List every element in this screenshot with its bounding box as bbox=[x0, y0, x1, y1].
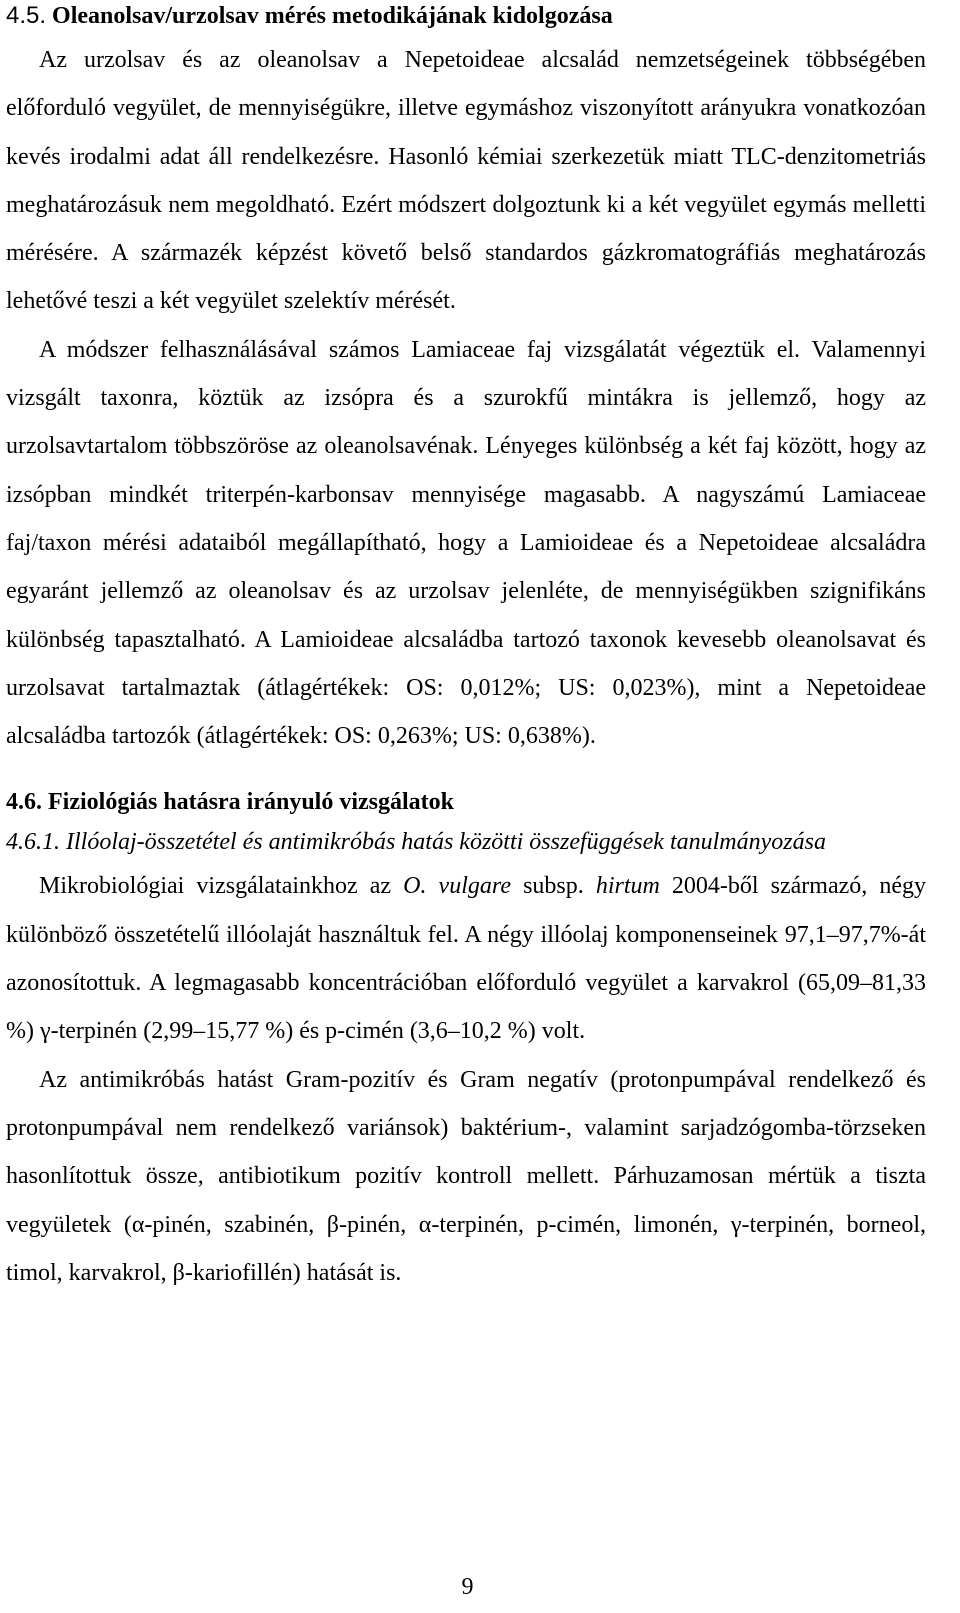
section-heading-4-5 bbox=[6, 0, 926, 32]
text-run: subsp. bbox=[510, 873, 596, 900]
taxon-name: hirtum bbox=[595, 873, 660, 900]
text-run: 2004-ből származó, négy különböző összetételű illóolaját használtuk fel. A négy illóolaj komponenseinek 97,1–97,7%-át azonosítottuk. A legmagasabb koncentrációban előforduló vegyület a karvakrol (65,09–81,33 %) γ-terpinén (2,99–15,77 %) és p-cimén (3,6–10,2 %) volt. bbox=[6, 873, 926, 1045]
section-title: Fiziológiás hatásra irányuló vizsgálatok bbox=[48, 789, 455, 816]
page-number: 9 bbox=[461, 1574, 474, 1600]
text-run: Mikrobiológiai vizsgálatainkhoz az bbox=[39, 873, 404, 900]
paragraph: Az urzolsav és az oleanolsav a Nepetoideae alcsalád nemzetségeinek többségében előforduló vegyület, de mennyiségükre, illetve egymáshoz viszonyított arányukra vonatkozóan kevés irodalmi adat áll rendelkezésre. Hasonló kémiai szerkezetük miatt TLC-denzitometriás meghatározásuk nem megoldható. Ezért módszert dolgoztunk ki a két vegyület egymás melletti mérésére. A származék képzést követő belső standardos gázkromatográfiás meghatározás lehetővé teszi a két vegyület szelektív mérését. bbox=[6, 47, 926, 315]
section-heading-4-6 bbox=[6, 786, 926, 818]
paragraph: A módszer felhasználásával számos Lamiaceae faj vizsgálatát végeztük el. Valamennyi vizsgált taxonra, köztük az izsópra és a szurokfű mintákra is jellemző, hogy az urzolsavtartalom többszöröse az oleanolsavénak. Lényeges különbség a két faj között, hogy az izsópban mindkét triterpén-karbonsav mennyisége magasabb. A nagyszámú Lamiaceae faj/taxon mérési adataiból megállapítható, hogy a Lamioideae és a Nepetoideae alcsaládra egyaránt jellemző az oleanolsav és az urzolsav jelenléte, de mennyiségükben szignifikáns különbség tapasztalható. A Lamioideae alcsaládba tartozó taxonok kevesebb oleanolsavat és urzolsavat tartalmaztak (átlagértékek: OS: 0,012%; US: 0,023%), mint a Nepetoideae alcsaládba tartozók (átlagértékek: OS: 0,263%; US: 0,638%). bbox=[6, 336, 926, 750]
subsection-heading-4-6-1: 4.6.1. Illóolaj-összetétel és antimikróbás hatás közötti összefüggések tanulmányozása bbox=[6, 829, 826, 856]
section-number: 4.5. bbox=[6, 2, 47, 29]
paragraph: Az antimikróbás hatást Gram-pozitív és Gram negatív (protonpumpával rendelkező és protonpumpával nem rendelkező variánsok) baktérium-, valamint sarjadzógomba-törzseken hasonlítottuk össze, antibiotikum pozitív kontroll mellett. Párhuzamosan mértük a tiszta vegyületek (α-pinén, szabinén, β-pinén, α-terpinén, p-cimén, limonén, γ-terpinén, borneol, timol, karvakrol, β-kariofillén) hatását is. bbox=[6, 1066, 926, 1286]
section-number: 4.6. bbox=[6, 789, 42, 816]
section-title: Oleanolsav/urzolsav mérés metodikájának kidolgozása bbox=[52, 3, 613, 29]
paragraph bbox=[6, 862, 926, 1055]
section-gap bbox=[6, 760, 926, 786]
document-page bbox=[6, 0, 926, 1297]
taxon-name: O. vulgare bbox=[403, 873, 511, 900]
